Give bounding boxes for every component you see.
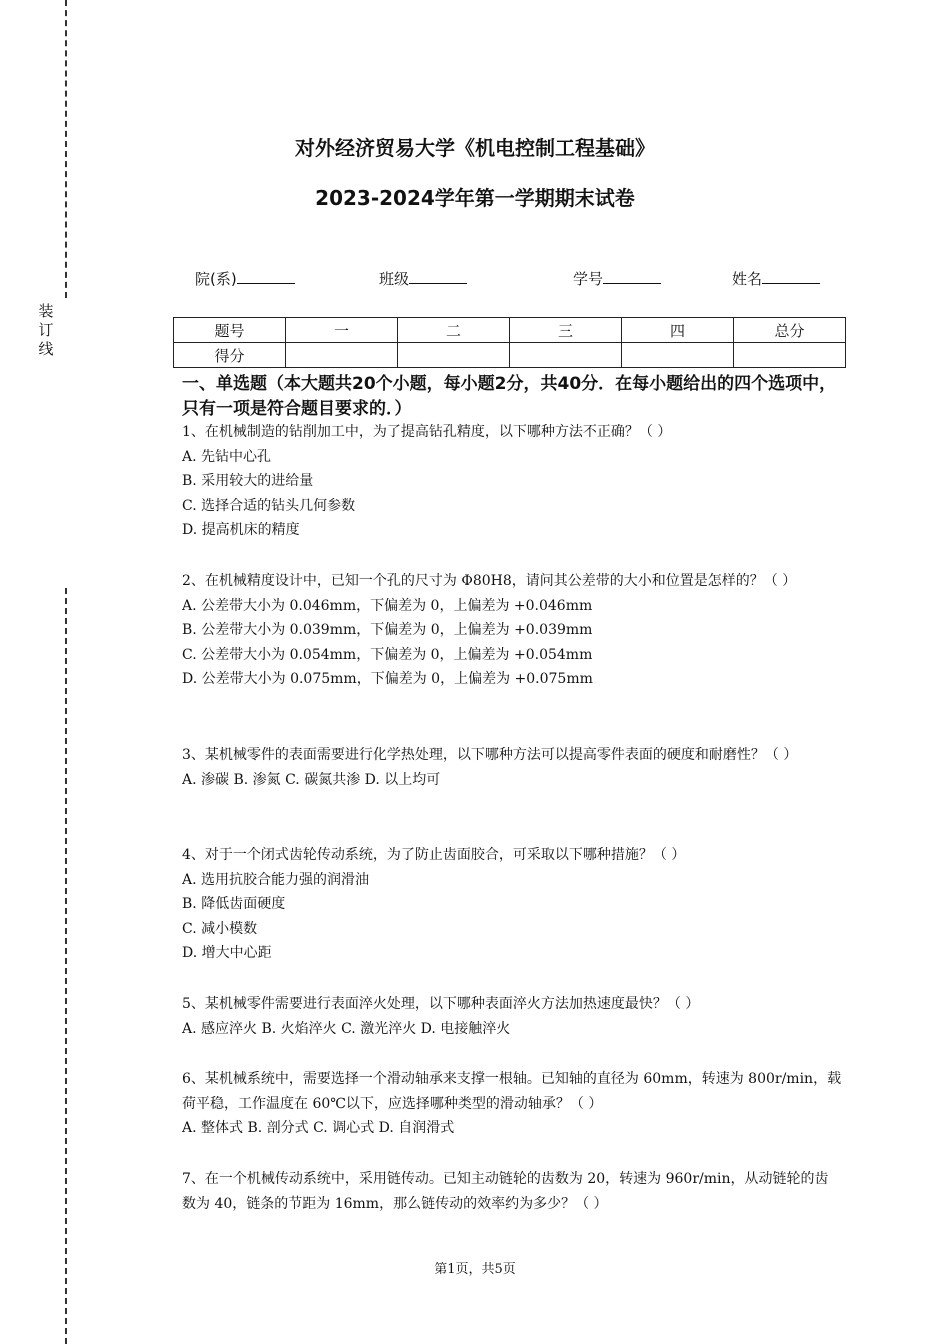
question-stem: 6、某机械系统中，需要选择一个滑动轴承来支撑一根轴。已知轴的直径为 60mm，转速为 800r/min，载荷平稳，工作温度在 60℃以下，应选择哪种类型的滑动轴承？（ ） (182, 1071, 842, 1112)
class-label: 班级 (379, 270, 410, 288)
score-row-label: 得分 (174, 343, 286, 368)
score-cell[interactable] (734, 343, 846, 368)
option: A. 感应淬火 B. 火焰淬火 C. 激光淬火 D. 电接触淬火 (182, 1020, 511, 1037)
student-id-field (573, 268, 661, 289)
name-label: 姓名 (732, 270, 763, 288)
binding-char: 订 (38, 321, 54, 339)
option: A. 公差带大小为 0.046mm，下偏差为 0，上偏差为 +0.046mm (182, 597, 593, 614)
student-id-blank[interactable] (603, 269, 661, 284)
question-7 (182, 1167, 842, 1216)
score-cell[interactable] (622, 343, 734, 368)
exam-subtitle: 2023-2024学年第一学期期末试卷 (315, 186, 635, 210)
binding-char: 装 (38, 302, 54, 320)
option: C. 公差带大小为 0.054mm，下偏差为 0，上偏差为 +0.054mm (182, 646, 593, 663)
question-stem: 5、某机械零件需要进行表面淬火处理，以下哪种表面淬火方法加热速度最快？（ ） (182, 996, 700, 1012)
binding-label (36, 302, 56, 359)
score-cell[interactable] (398, 343, 510, 368)
question-1 (182, 420, 842, 543)
score-cell[interactable] (286, 343, 398, 368)
option: A. 整体式 B. 剖分式 C. 调心式 D. 自润滑式 (182, 1120, 455, 1136)
option: B. 降低齿面硬度 (182, 896, 286, 912)
binding-dashed-line-bottom (65, 588, 67, 1344)
score-header-cell: 三 (510, 318, 622, 343)
score-table-header-row (174, 318, 846, 343)
question-2 (182, 569, 842, 692)
class-field (379, 268, 467, 289)
name-field (732, 268, 820, 289)
option: C. 减小模数 (182, 920, 258, 937)
option: A. 渗碳 B. 渗氮 C. 碳氮共渗 D. 以上均可 (182, 771, 441, 788)
option: A. 选用抗胶合能力强的润滑油 (182, 871, 370, 888)
option: D. 提高机床的精度 (182, 522, 300, 538)
score-header-cell: 一 (286, 318, 398, 343)
score-cell[interactable] (510, 343, 622, 368)
page-footer: 第1页，共5页 (434, 1262, 516, 1277)
option: B. 公差带大小为 0.039mm，下偏差为 0，上偏差为 +0.039mm (182, 622, 593, 638)
dept-blank[interactable] (237, 269, 295, 284)
question-6 (182, 1067, 842, 1141)
question-3 (182, 743, 842, 792)
option: D. 增大中心距 (182, 945, 272, 961)
option: A. 先钻中心孔 (182, 448, 272, 465)
question-stem: 1、在机械制造的钻削加工中，为了提高钻孔精度，以下哪种方法不正确？（ ） (182, 424, 672, 440)
question-stem: 2、在机械精度设计中，已知一个孔的尺寸为 Φ80H8，请问其公差带的大小和位置是怎样的？（ ） (182, 573, 797, 589)
name-blank[interactable] (762, 269, 820, 284)
option: D. 公差带大小为 0.075mm，下偏差为 0，上偏差为 +0.075mm (182, 671, 593, 687)
score-header-cell: 题号 (174, 318, 286, 343)
dept-label: 院(系) (195, 270, 237, 288)
question-stem: 4、对于一个闭式齿轮传动系统，为了防止齿面胶合，可采取以下哪种措施？（ ） (182, 847, 686, 863)
section-title: 一、单选题（本大题共20个小题，每小题2分，共40分．在每小题给出的四个选项中，只有一项是符合题目要求的．） (182, 374, 837, 419)
score-header-cell: 二 (398, 318, 510, 343)
dept-field (195, 268, 295, 289)
score-header-cell: 四 (622, 318, 734, 343)
binding-char: 线 (38, 340, 54, 358)
question-stem: 3、某机械零件的表面需要进行化学热处理，以下哪种方法可以提高零件表面的硬度和耐磨性？（ ） (182, 747, 798, 763)
exam-title: 对外经济贸易大学《机电控制工程基础》 (295, 136, 655, 160)
score-header-cell: 总分 (734, 318, 846, 343)
option: B. 采用较大的进给量 (182, 473, 314, 489)
student-id-label: 学号 (573, 270, 604, 288)
option: C. 选择合适的钻头几何参数 (182, 497, 356, 514)
score-table-score-row (174, 343, 846, 368)
question-5 (182, 992, 842, 1041)
class-blank[interactable] (409, 269, 467, 284)
question-4 (182, 843, 842, 966)
question-stem: 7、在一个机械传动系统中，采用链传动。已知主动链轮的齿数为 20，转速为 960r/min，从动链轮的齿数为 40，链条的节距为 16mm，那么链传动的效率约为多少？（ ） (182, 1171, 829, 1212)
score-table (173, 317, 846, 368)
